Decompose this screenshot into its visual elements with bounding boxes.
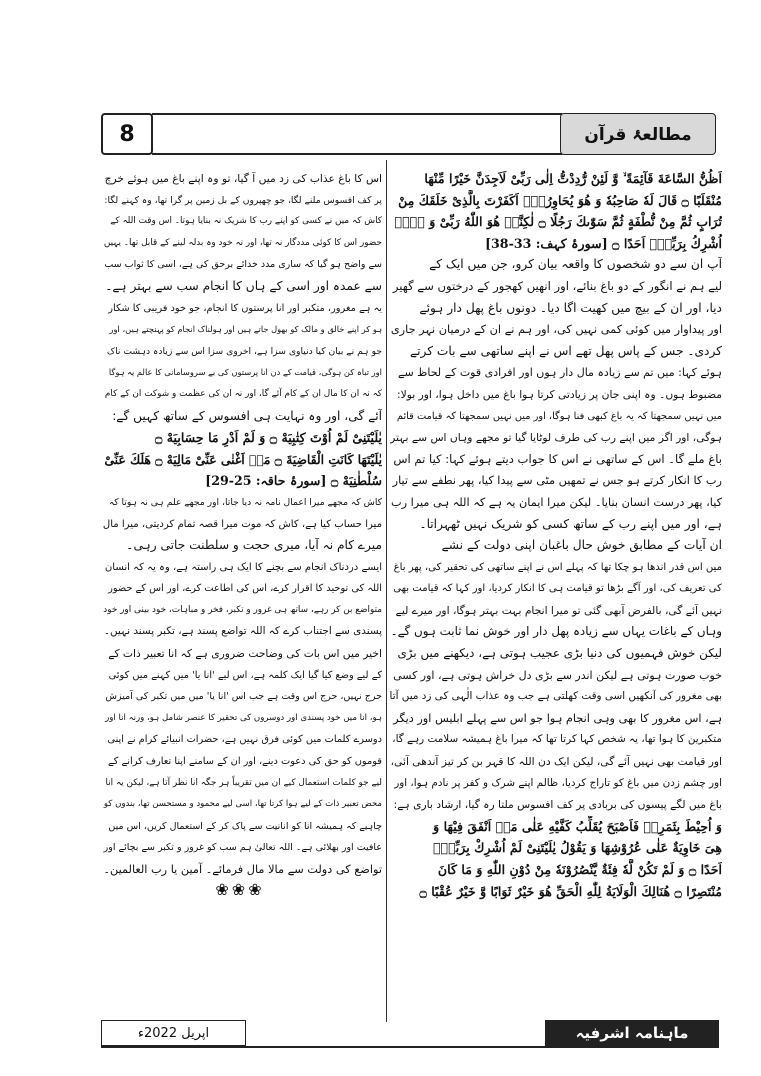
quran-verse-line: سُلْطٰنِیَهْ ۝ [سورۂ حاقہ: 25-29]: [205, 473, 382, 489]
text-line: میں اس قدر اندھا ہو چکا تھا کہ پہلے اس نے اپنے ساتھی کی تحقیر کی، پھر باغ: [393, 561, 722, 573]
text-line: اور قیامت بھی نہیں آئے گی، لیکن ایک دن اللہ کا قہر بن کر تیز آندھی آئی،: [390, 755, 722, 769]
text-line: خوب صورت ہوتی ہے لیکن اندر سے بڑی دل خراش ہوتی ہے، اور کسی: [393, 668, 722, 682]
section-title: مطالعۂ قرآن: [584, 124, 692, 145]
text-line: اخیر میں اس بات کی وضاحت ضروری ہے کہ انا تعبیر ذات کے: [108, 647, 382, 661]
text-line: دیا، اور ان کے بیچ میں کھیت اگا دیا۔ دونوں باغ پھل دار ہوئے: [419, 300, 722, 315]
text-line: لیے جو کلمات استعمال کیے ان میں تقریباً ہر جگہ انا نظر آتا ہے، لیکن یہ انا: [105, 777, 382, 788]
text-line: ہو، انا میں خود پسندی اور دوسروں کی تحقیر کا عنصر شامل ہو، ورنہ انا اور: [105, 712, 382, 723]
text-line: ایسے دردناک انجام سے بچنے کا ایک ہی راستہ ہے، وہ یہ کہ انسان: [104, 561, 382, 573]
text-line: ہوگی، اور اگر میں اپنے رب کی طرف لوٹایا گیا تو مجھے وہاں اس سے بہتر: [390, 431, 722, 445]
text-line: اور پیداوار میں کوئی کمی نہیں کی، اور ہم نے ان کے درمیان نہر جاری: [390, 323, 722, 337]
quran-verse-line: اُشْرِكُ بِرَبِّیْۤ اَحَدًا ۝ [سورۂ کہف: 33-38]: [485, 235, 722, 251]
quran-verse-line: اَظُنُّ السَّاعَةَ قَآئِمَةً ۙ وَّ لَئِنْ رُّدِدْتُّ اِلٰی رَبِّیْ لَاَجِدَنَّ خَیْرًا مِّنْهَا: [424, 171, 722, 186]
text-line: دوسرے کلمات میں کوئی فرق نہیں ہے، حضرات انبیائے کرام نے اپنی: [107, 734, 382, 746]
text-line: بھی مغرور کی آنکھیں اسی وقت کھلتی ہے جب وہ عذاب الٰہی کی زد میں آتا: [390, 690, 722, 703]
quran-verse-line: مُنْتَصِرًا ۝ هُنَالِكَ الْوَلَایَةُ لِلّٰهِ الْحَقِّ هُوَ خَیْرٌ ثَوَابًا وَّ خَیْرٌ عُقْبًا ۝: [419, 883, 722, 899]
text-line: سے عمدہ اور اسی کے ہاں کا انجام سب سے بہتر ہے۔: [105, 278, 382, 293]
text-line: میں نہیں سمجھتا کہ یہ باغ کبھی فنا ہوگا، اور میں نہیں سمجھتا کہ قیامت قائم: [396, 410, 722, 422]
magazine-name-box: [545, 1020, 719, 1046]
text-line: چاہیے کہ ہمیشہ انا کو انانیت سے پاک کر کے استعمال کریں، اس میں: [108, 820, 382, 832]
text-line: ہے، اس مغرور کا بھی وہی انجام ہوا جو اس سے پہلے ابلیس اور دیگر: [393, 711, 722, 725]
left-column: [102, 168, 382, 878]
text-line: باغ ملے گا۔ اس کے ساتھی نے اس کا جواب دیتے ہوئے کہا: کیا تم اس: [393, 451, 722, 466]
text-line: سے واضح ہو گیا کہ ساری مدد خدائے برحق کی ہے، اسی کا ثواب سب: [104, 259, 382, 271]
text-line: ہو کر اپنے خالق و مالک کو بھول جاتے ہیں اور ہولناک انجام کو پہنچتے ہیں، اور: [109, 324, 382, 335]
page-number-box: [101, 113, 153, 155]
text-line: ہے، اور میں اپنے رب کے ساتھ کسی کو شریک نہیں ٹھہراتا۔: [419, 516, 722, 531]
text-line: جو ہم نے بیان کیا دنیاوی سزا ہے، اخروی سزا اس سے زیادہ دہشت ناک: [106, 345, 382, 357]
quran-verse-line: وَ اُحِیْطَ بِثَمَرِهٖ فَاَصْبَحَ یُقَلِّبُ كَفَّیْهِ عَلٰی مَاۤ اَنْفَقَ فِیْهَا وَ: [433, 818, 722, 834]
quran-verse-line: هِیَ خَاوِیَةٌ عَلٰی عُرُوْشِهَا وَ یَقُوْلُ یٰلَیْتَنِیْ لَمْ اُشْرِكْ بِرَبِّیْۤ: [433, 840, 722, 856]
text-line: متواضع بن کر رہے، ساتھ ہی غرور و تکبر، فخر و مباہات، خود بینی اور خود: [103, 604, 382, 615]
text-line: مضبوط ہوں۔ وہ اپنی جان پر زیادتی کرتا ہوا باغ میں داخل ہوا، اور بولا:: [397, 387, 722, 401]
quran-verse-line: یٰلَیْتَنِیْ لَمْ اُوْتَ كِتٰبِیَهْ ۝ وَ لَمْ اَدْرِ مَا حِسَابِیَهْ ۝: [155, 430, 382, 446]
text-line: اس کا باغ عذاب کی زد میں آ گیا، تو وہ اپنے باغ میں ہوئے خرچ: [104, 172, 382, 185]
text-line: ان آیات کے مطابق خوش حال باغبان اپنی دولت کے نشے: [441, 538, 722, 553]
quran-verse-line: مُنْقَلَبًا ۝ قَالَ لَهٗ صَاحِبُهٗ وَ هُوَ یُحَاوِرُهٗۤ اَكَفَرْتَ بِالَّذِیْ خَلَقَكَ مِنْ: [398, 192, 722, 208]
text-line: حرج نہیں، حرج اس وقت ہے جب اس 'انا یا' میں میں تکبر کی آمیزش: [105, 691, 382, 703]
text-line: کردی۔ جس کے پاس پھل تھے اس نے اپنے ساتھی سے بات کرتے: [410, 343, 722, 358]
text-line: حضور اس کا کوئی مددگار نہ تھا، اور نہ خود وہ بدلہ لینے کے قابل تھا۔ یہیں: [103, 237, 382, 248]
section-title-box: [560, 113, 716, 155]
text-line: وہاں کے باغات یہاں سے زیادہ پھل دار اور خوش نما ثابت ہوں گے۔: [390, 624, 722, 639]
quran-verse-line: یٰلَیْتَهَا كَانَتِ الْقَاضِیَةَ ۝ مَاۤ اَغْنٰی عَنِّیْ مَالِیَهْ ۝ هَلَكَ عَنِّیْ: [104, 451, 382, 467]
end-ornament: ❀❀❀: [215, 880, 265, 899]
text-line: متکبرین کا ہوا تھا، یہ شخص کہا کرتا تھا کہ میرا باغ ہمیشہ سلامت رہے گا،: [392, 733, 722, 746]
text-line: اور تباہ کن ہوگی، قیامت کے دن انا پرستوں کی بے سروسامانی کا عالم یہ ہوگا: [108, 367, 382, 378]
text-line: رب کا انکار کرتے ہو جس نے تمھیں مٹی سے پیدا کیا، پھر نطفے سے تیار: [392, 474, 722, 488]
footer-rule: [101, 1046, 719, 1048]
text-line: قوموں کو حق کی دعوت دینے، اور ان کے سامنے اپنا تعارف کرانے کے: [108, 756, 382, 768]
page-number: 8: [119, 121, 135, 147]
text-line: ہوئے کہا: میں تم سے زیادہ مال دار ہوں اور افرادی قوت کے لحاظ سے: [398, 366, 722, 380]
text-line: میرا حساب کیا ہے، کاش کہ موت میرا قصہ تمام کردیتی، میرا مال: [102, 518, 382, 530]
text-line: کی تعریف کی، اور آگے بڑھا تو قیامت ہی کا انکار کردیا، اور کہا کہ قیامت بھی: [393, 583, 722, 595]
header-rule: [152, 113, 562, 155]
column-divider: [386, 160, 387, 1022]
text-line: پر کف افسوس ملنے لگا، جو چھپروں کے بل زمین پر گرا تھا، وہ کہنے لگا:: [104, 194, 382, 206]
text-line: اللہ کی توحید کا اقرار کرے، اس کی اطاعت کرے، اور اس کے حضور: [108, 583, 382, 595]
issue-date: اپریل 2022ء: [137, 1025, 210, 1041]
text-line: کے لیے وضع کیا گیا ایک کلمہ ہے، اس لیے 'انا یا' میں کہنے میں کوئی: [108, 669, 382, 681]
text-line: آئے گی، اور وہ نہایت ہی افسوس کے ساتھ کہیں گے:: [112, 408, 382, 423]
text-line: محض تعبیر ذات کے لیے ہوا کرتا تھا، اسی لیے محمود و مستحسن تھا، بندوں کو: [103, 799, 382, 810]
right-column: [390, 168, 722, 1013]
text-line: کاش کہ میں نے کسی کو اپنے رب کا شریک نہ بنایا ہوتا۔ اس وقت اللہ کے: [110, 216, 382, 227]
text-line: اور چشم زدن میں باغ کو تاراج کردیا، ظالم اپنے شرک و کفر پر نادم ہوا، اور: [394, 776, 722, 789]
text-line: کیا، پھر درست انسان بنایا۔ لیکن میرا ایمان یہ ہے کہ اللہ ہی میرا رب: [390, 495, 722, 509]
quran-verse-line: تُرَابٍ ثُمَّ مِنْ نُّطْفَةٍ ثُمَّ سَوّٰىكَ رَجُلًا ۝ لٰكِنَّا۠ هُوَ اللّٰهُ رَبِّیْ وَ لَاۤ: [394, 214, 722, 230]
text-line: عافیت اور بھلائی ہے۔ اللہ تعالیٰ ہم سب کو غرور و تکبر سے بچائے اور: [103, 842, 382, 854]
text-line: باغ میں لگے پیسوں کی بربادی پر کف افسوس ملتا رہ گیا، ارشاد باری ہے:: [393, 798, 722, 812]
text-line: آپ ان سے دو شخصوں کا واقعہ بیان کرو، جن میں ایک کے: [429, 257, 722, 272]
text-line: میرے کام نہ آیا، میری حجت و سلطنت جاتی رہی۔: [126, 538, 382, 553]
quran-verse-line: اَحَدًا ۝ وَ لَمْ تَكُنْ لَّهٗ فِئَةٌ یَّنْصُرُوْنَهٗ مِنْ دُوْنِ اللّٰهِ وَ مَا كَانَ: [437, 862, 722, 877]
magazine-name: ماہنامہ اشرفیہ: [575, 1024, 689, 1042]
text-line: پسندی سے اجتناب کرے کہ اللہ تواضع پسند ہے، تکبر پسند نہیں۔: [103, 625, 382, 638]
issue-date-box: [101, 1020, 246, 1046]
text-line: یہ ہے مغرور، متکبر اور انا پرستوں کا انجام، جو خود فریبی کا شکار: [108, 302, 382, 314]
text-line: تواضع کی دولت سے مالا مال فرمائے۔ آمین یا رب العالمین۔: [103, 863, 382, 876]
text-line: کاش کہ مجھے میرا اعمال نامہ نہ دیا جاتا، اور مجھے علم ہی نہ ہوتا کہ: [108, 496, 382, 508]
text-line: کہ نہ ان کا مال ان کے کام آئے گا، اور نہ ان کی عظمت و شوکت ان کے کام: [104, 388, 382, 399]
text-line: لیکن خوش فہمیوں کی دنیا بڑی عجیب ہوتی ہے، دیکھنے میں بڑی: [397, 646, 722, 661]
text-line: نہیں آئے گی، بالفرض آبھی گئی تو میرا انجام بہت بہتر ہوگا، اور میرے لیے: [395, 603, 722, 617]
text-line: لیے ہم نے انگور کے دو باغ بنائے، اور انھیں کھجور کے درختوں سے گھیر: [392, 278, 722, 293]
